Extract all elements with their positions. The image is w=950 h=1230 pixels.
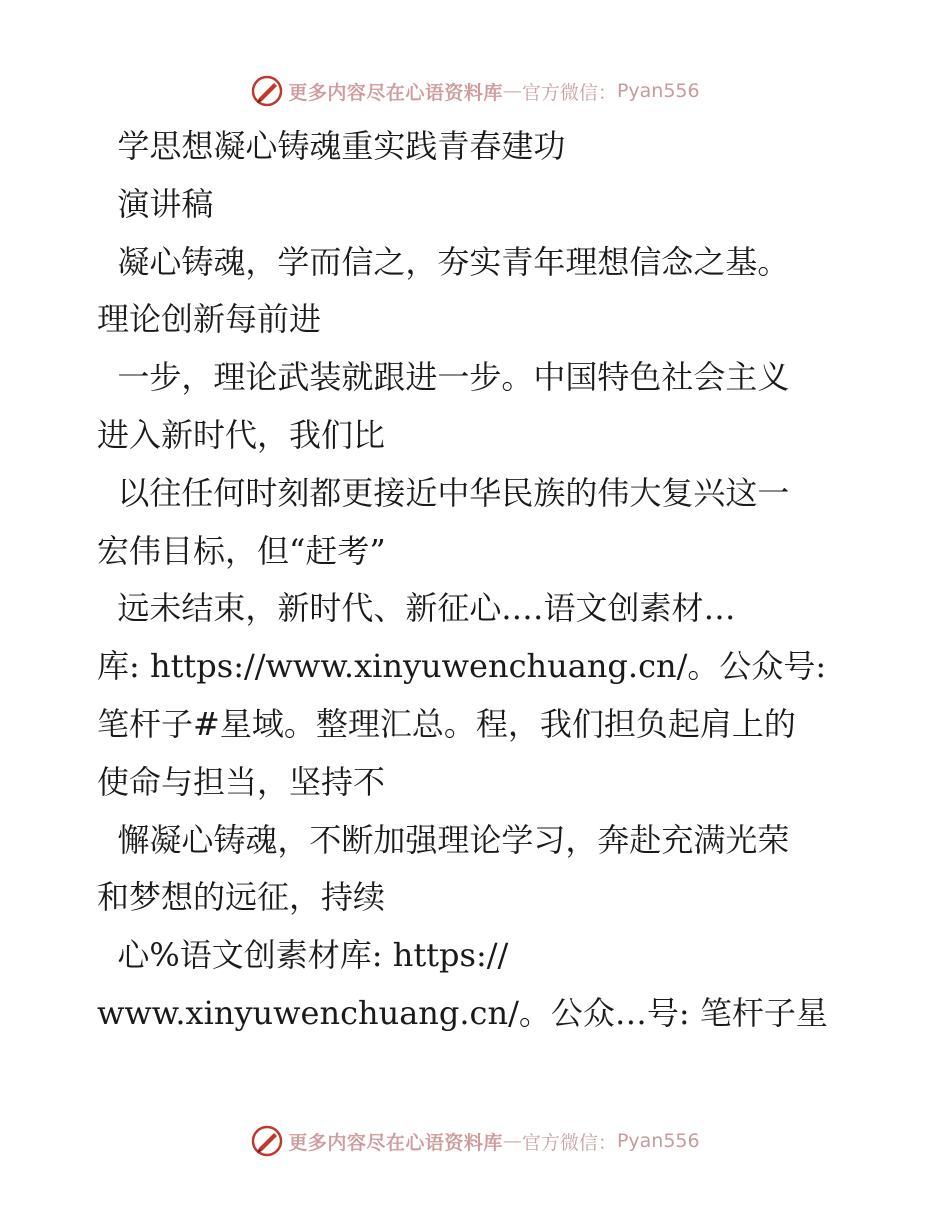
- text-line: 理论创新每前进: [97, 300, 322, 339]
- text-line: 进入新时代，我们比: [97, 415, 386, 454]
- text-line: 以往任何时刻都更接近中华民族的伟大复兴这一: [97, 473, 790, 512]
- header-watermark: [0, 71, 950, 111]
- text-line: 心%语文创素材库: https://: [97, 936, 509, 975]
- footer-watermark: [0, 1121, 950, 1161]
- text-line: 懈凝心铸魂，不断加强理论学习，奔赴充满光荣: [97, 820, 790, 859]
- text-line: 笔杆子#星域。整理汇总。程，我们担负起肩上的: [97, 704, 796, 743]
- document-body: [97, 118, 917, 1043]
- watermark-brand: 更多内容尽在心语资料库: [288, 81, 503, 104]
- watermark-dash: —: [502, 80, 522, 102]
- text-line: 学思想凝心铸魂重实践青春建功: [97, 127, 566, 165]
- watermark-dash: —: [502, 1130, 522, 1152]
- watermark-official-label: 官方微信：: [521, 81, 617, 104]
- pen-logo-icon: [250, 74, 284, 108]
- text-line: 和梦想的远征，持续: [97, 878, 386, 917]
- text-line: 库: https://www.xinyuwenchuang.cn/。公众号:: [97, 647, 827, 686]
- text-line: 宏伟目标，但“赶考”: [97, 531, 386, 570]
- watermark-wechat-id: Pyan556: [616, 1130, 700, 1152]
- text-line: 使命与担当，坚持不: [97, 762, 386, 801]
- text-line: 远未结束，新时代、新征心.…语文创素材…: [97, 589, 736, 628]
- watermark-official-label: 官方微信：: [521, 1131, 617, 1154]
- pen-logo-icon: [250, 1124, 284, 1158]
- text-line: 一步，理论武装就跟进一步。中国特色社会主义: [97, 358, 790, 397]
- text-line: 演讲稿: [97, 184, 214, 223]
- text-line: 凝心铸魂，学而信之，夯实青年理想信念之基。: [97, 242, 790, 281]
- watermark-wechat-id: Pyan556: [616, 80, 700, 102]
- watermark-brand: 更多内容尽在心语资料库: [288, 1131, 503, 1154]
- text-line: www.xinyuwenchuang.cn/。公众…号: 笔杆子星: [97, 993, 828, 1032]
